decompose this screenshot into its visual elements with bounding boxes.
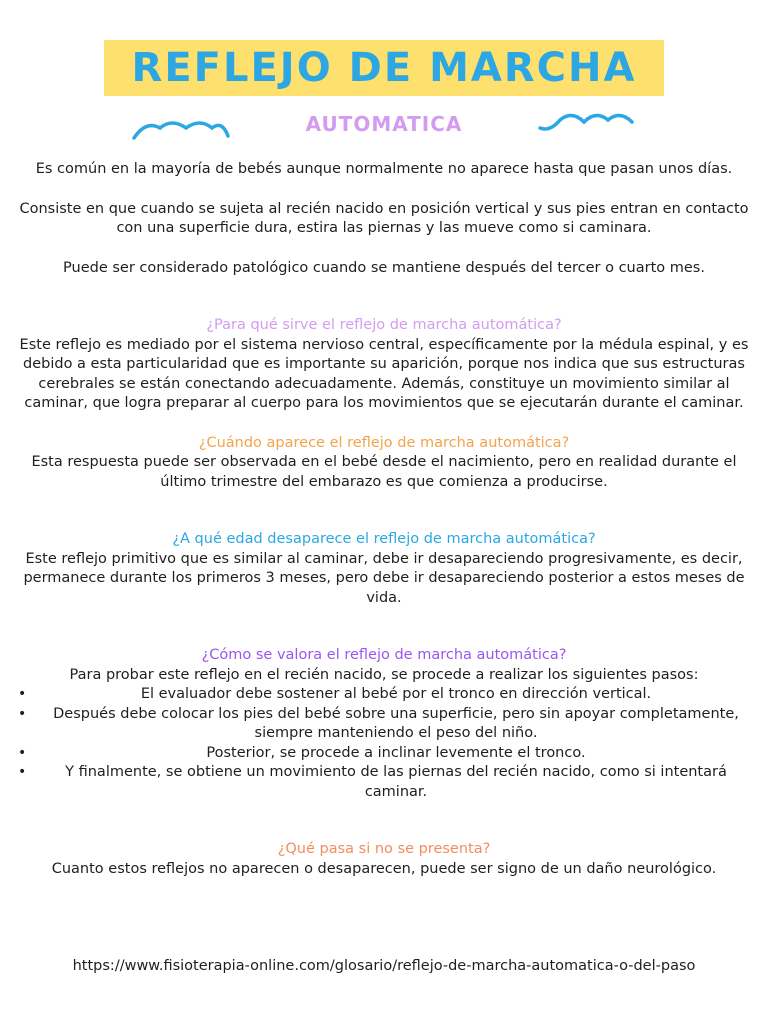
- step-text: Después debe colocar los pies del bebé sobre una superficie, pero sin apoyar completamente, siempre manteniendo el peso del niño.: [53, 705, 739, 741]
- section-answer: Cuanto estos reflejos no aparecen o desaparecen, puede ser signo de un daño neurológico.: [51, 860, 717, 877]
- section-question: ¿Cuándo aparece el reflejo de marcha automática?: [198, 434, 570, 451]
- section-question: ¿Cómo se valora el reflejo de marcha automática?: [201, 647, 567, 663]
- list-item: [12, 744, 756, 764]
- list-item: [12, 685, 756, 705]
- section-question: ¿A qué edad desaparece el reflejo de marcha automática?: [172, 531, 596, 547]
- intro-paragraph: Consiste en que cuando se sujeta al recién nacido en posición vertical y sus pies entran en contacto con una superficie dura, estira las piernas y las mueve como si caminara.: [19, 200, 749, 236]
- intro-paragraph: Puede ser considerado patológico cuando se mantiene después del tercer o cuarto mes.: [63, 259, 705, 276]
- bullet-icon: •: [18, 705, 27, 722]
- bullet-icon: •: [18, 686, 27, 702]
- section-question: ¿Para qué sirve el reflejo de marcha automática?: [206, 317, 562, 333]
- list-item: [12, 705, 756, 744]
- page-subtitle: AUTOMATICA: [305, 112, 463, 136]
- section-answer: Este reflejo es mediado por el sistema nervioso central, específicamente por la médula espinal, y es debido a esta particularidad que es importante su aparición, porque nos indica que sus estructuras cerebrales se están conectando adecuadamente. Además, constituye un movimiento similar al caminar, que logra preparar al cuerpo para los movimientos que se ejecutarán durante el caminar.: [19, 336, 749, 411]
- wave-doodle-icon: [538, 108, 638, 134]
- section-answer: Para probar este reflejo en el recién nacido, se procede a realizar los siguientes pasos:: [69, 666, 699, 683]
- bullet-icon: •: [18, 764, 27, 780]
- bullet-icon: •: [18, 744, 27, 761]
- step-text: Posterior, se procede a inclinar levemente el tronco.: [206, 744, 586, 761]
- section-answer: Esta respuesta puede ser observada en el bebé desde el nacimiento, pero en realidad durante el último trimestre del embarazo es que comienza a producirse.: [31, 454, 737, 490]
- section-question: ¿Qué pasa si no se presenta?: [277, 841, 491, 857]
- page-title: REFLEJO DE MARCHA: [131, 45, 637, 91]
- intro-paragraph: Es común en la mayoría de bebés aunque normalmente no aparece hasta que pasan unos días.: [35, 161, 733, 177]
- section-answer: Este reflejo primitivo que es similar al caminar, debe ir desapareciendo progresivamente, es decir, permanece durante los primeros 3 meses, pero debe ir desapareciendo posterior a estos meses de vida.: [23, 550, 745, 606]
- step-text: El evaluador debe sostener al bebé por el tronco en dirección vertical.: [140, 686, 652, 702]
- document-body: [12, 160, 756, 879]
- list-item: [12, 763, 756, 802]
- step-text: Y finalmente, se obtiene un movimiento de las piernas del recién nacido, como si intentará caminar.: [65, 764, 727, 800]
- source-url: https://www.fisioterapia-online.com/glosario/reflejo-de-marcha-automatica-o-del-paso: [72, 958, 696, 974]
- steps-list: [12, 685, 756, 802]
